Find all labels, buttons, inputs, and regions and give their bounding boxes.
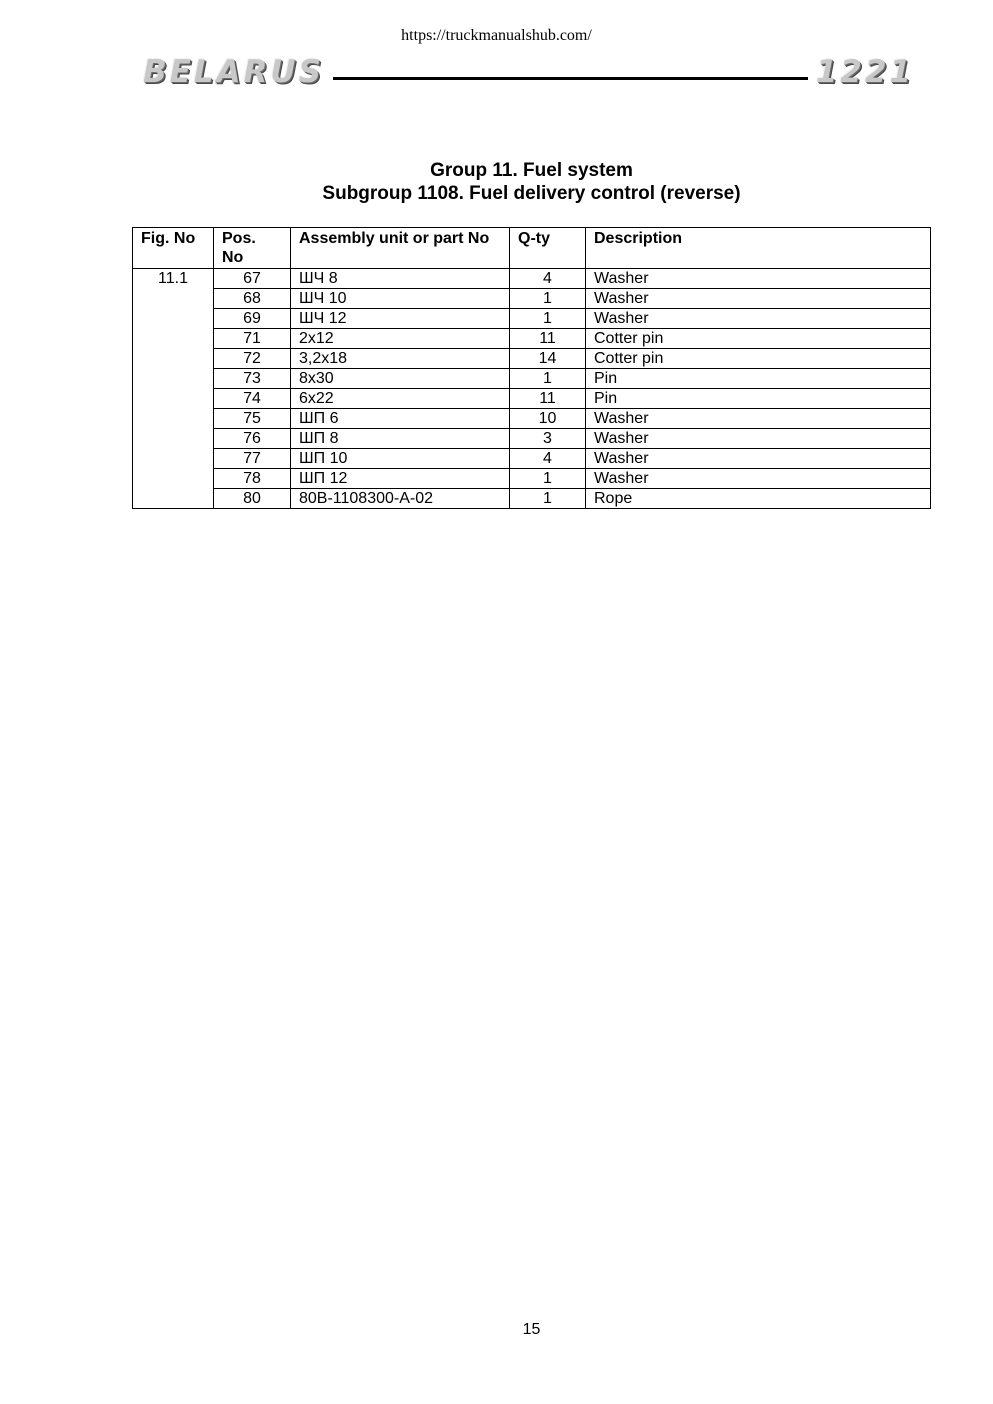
cell-part-no: ШП 8 xyxy=(291,429,510,449)
cell-part-no: ШЧ 12 xyxy=(291,309,510,329)
cell-qty: 3 xyxy=(510,429,586,449)
cell-description: Washer xyxy=(586,269,931,289)
brand-logo-belarus: BELARUS xyxy=(143,54,324,90)
cell-pos-no: 74 xyxy=(214,389,291,409)
table-row xyxy=(133,469,931,489)
subgroup-title: Subgroup 1108. Fuel delivery control (reverse) xyxy=(322,183,741,204)
cell-part-no: 6x22 xyxy=(291,389,510,409)
cell-pos-no: 73 xyxy=(214,369,291,389)
cell-qty: 11 xyxy=(510,329,586,349)
page-number: 15 xyxy=(522,1321,541,1338)
table-row xyxy=(133,409,931,429)
cell-qty: 1 xyxy=(510,489,586,509)
cell-qty: 1 xyxy=(510,369,586,389)
cell-description: Washer xyxy=(586,469,931,489)
table-row xyxy=(133,389,931,409)
group-title: Group 11. Fuel system xyxy=(430,160,633,181)
col-header-qty: Q-ty xyxy=(510,228,586,269)
cell-description: Pin xyxy=(586,389,931,409)
cell-part-no: 80В-1108300-А-02 xyxy=(291,489,510,509)
table-row xyxy=(133,289,931,309)
cell-part-no: 3,2x18 xyxy=(291,349,510,369)
cell-qty: 14 xyxy=(510,349,586,369)
col-header-pos-line2: No xyxy=(222,249,244,266)
cell-description: Washer xyxy=(586,449,931,469)
cell-pos-no: 68 xyxy=(214,289,291,309)
header-rule xyxy=(333,77,808,80)
col-header-description: Description xyxy=(586,228,931,269)
cell-part-no: 8x30 xyxy=(291,369,510,389)
cell-part-no: ШП 10 xyxy=(291,449,510,469)
cell-pos-no: 67 xyxy=(214,269,291,289)
cell-qty: 4 xyxy=(510,449,586,469)
cell-part-no: ШП 6 xyxy=(291,409,510,429)
cell-pos-no: 76 xyxy=(214,429,291,449)
cell-qty: 1 xyxy=(510,289,586,309)
cell-qty: 1 xyxy=(510,469,586,489)
parts-table xyxy=(132,227,931,509)
table-row xyxy=(133,349,931,369)
cell-pos-no: 72 xyxy=(214,349,291,369)
source-url: https://truckmanualshub.com/ xyxy=(401,27,592,44)
cell-description: Washer xyxy=(586,309,931,329)
col-header-part-no: Assembly unit or part No xyxy=(291,228,510,269)
cell-description: Rope xyxy=(586,489,931,509)
model-logo-1221: 1221 xyxy=(815,54,914,90)
cell-qty: 10 xyxy=(510,409,586,429)
cell-pos-no: 78 xyxy=(214,469,291,489)
cell-description: Washer xyxy=(586,409,931,429)
cell-description: Washer xyxy=(586,289,931,309)
cell-pos-no: 69 xyxy=(214,309,291,329)
col-header-pos-line1: Pos. xyxy=(222,230,256,247)
cell-description: Pin xyxy=(586,369,931,389)
cell-qty: 4 xyxy=(510,269,586,289)
table-row xyxy=(133,429,931,449)
cell-pos-no: 71 xyxy=(214,329,291,349)
table-row xyxy=(133,449,931,469)
cell-description: Washer xyxy=(586,429,931,449)
table-row xyxy=(133,309,931,329)
cell-pos-no: 77 xyxy=(214,449,291,469)
col-header-fig-no: Fig. No xyxy=(133,228,214,269)
table-row xyxy=(133,489,931,509)
cell-qty: 11 xyxy=(510,389,586,409)
table-row xyxy=(133,269,931,289)
table-row xyxy=(133,369,931,389)
cell-description: Cotter pin xyxy=(586,329,931,349)
table-header-row xyxy=(133,228,931,269)
col-header-pos-no xyxy=(214,228,291,269)
cell-description: Cotter pin xyxy=(586,349,931,369)
cell-fig-no: 11.1 xyxy=(133,269,214,509)
cell-part-no: 2x12 xyxy=(291,329,510,349)
table-row xyxy=(133,329,931,349)
cell-part-no: ШЧ 10 xyxy=(291,289,510,309)
cell-pos-no: 75 xyxy=(214,409,291,429)
cell-pos-no: 80 xyxy=(214,489,291,509)
cell-part-no: ШП 12 xyxy=(291,469,510,489)
cell-part-no: ШЧ 8 xyxy=(291,269,510,289)
cell-qty: 1 xyxy=(510,309,586,329)
page-title xyxy=(0,159,993,205)
